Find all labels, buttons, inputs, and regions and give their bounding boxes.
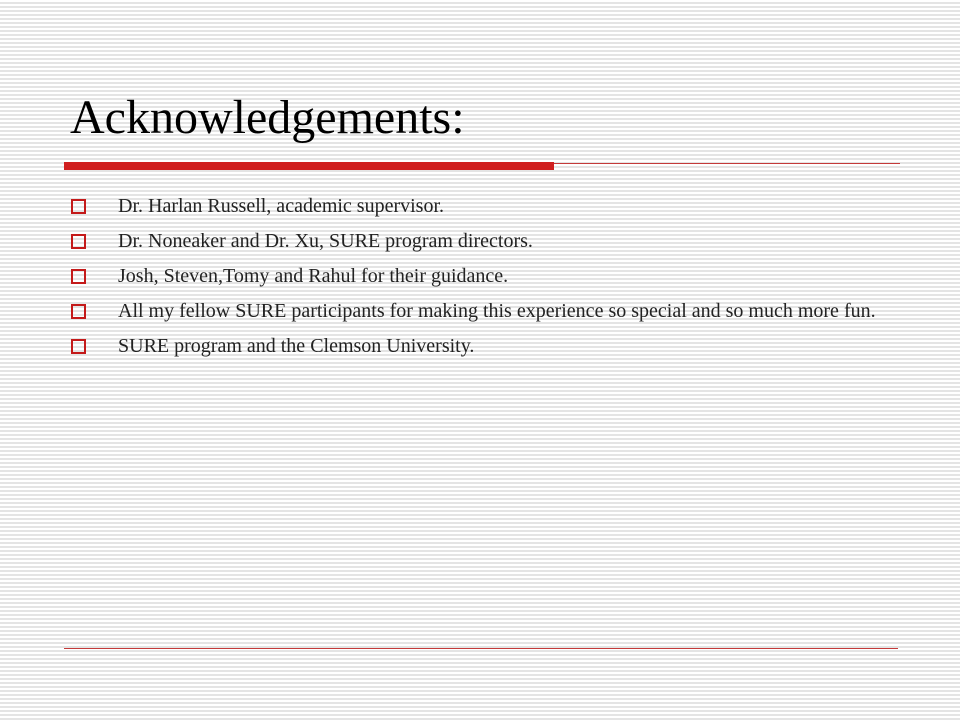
hollow-square-bullet-icon: [71, 199, 86, 214]
bullet-text: All my fellow SURE participants for making this experience so special and so much more fun.: [118, 300, 876, 322]
bullet-text: Dr. Noneaker and Dr. Xu, SURE program directors.: [118, 230, 533, 252]
bullet-list: [70, 193, 900, 368]
hollow-square-bullet-icon: [71, 234, 86, 249]
title-underline-thick: [64, 162, 554, 170]
bullet-text: SURE program and the Clemson University.: [118, 335, 475, 357]
bullet-text: Josh, Steven,Tomy and Rahul for their guidance.: [118, 265, 509, 287]
list-item: [70, 333, 900, 360]
title-underline-thin: [554, 163, 900, 164]
title-underline: [64, 162, 900, 170]
bullet-text: Dr. Harlan Russell, academic supervisor.: [118, 195, 445, 217]
list-item: [70, 298, 900, 325]
footer-rule: [64, 648, 898, 649]
hollow-square-bullet-icon: [71, 339, 86, 354]
slide-title: Acknowledgements:: [70, 91, 465, 144]
list-item: [70, 193, 900, 220]
hollow-square-bullet-icon: [71, 269, 86, 284]
list-item: [70, 228, 900, 255]
hollow-square-bullet-icon: [71, 304, 86, 319]
list-item: [70, 263, 900, 290]
